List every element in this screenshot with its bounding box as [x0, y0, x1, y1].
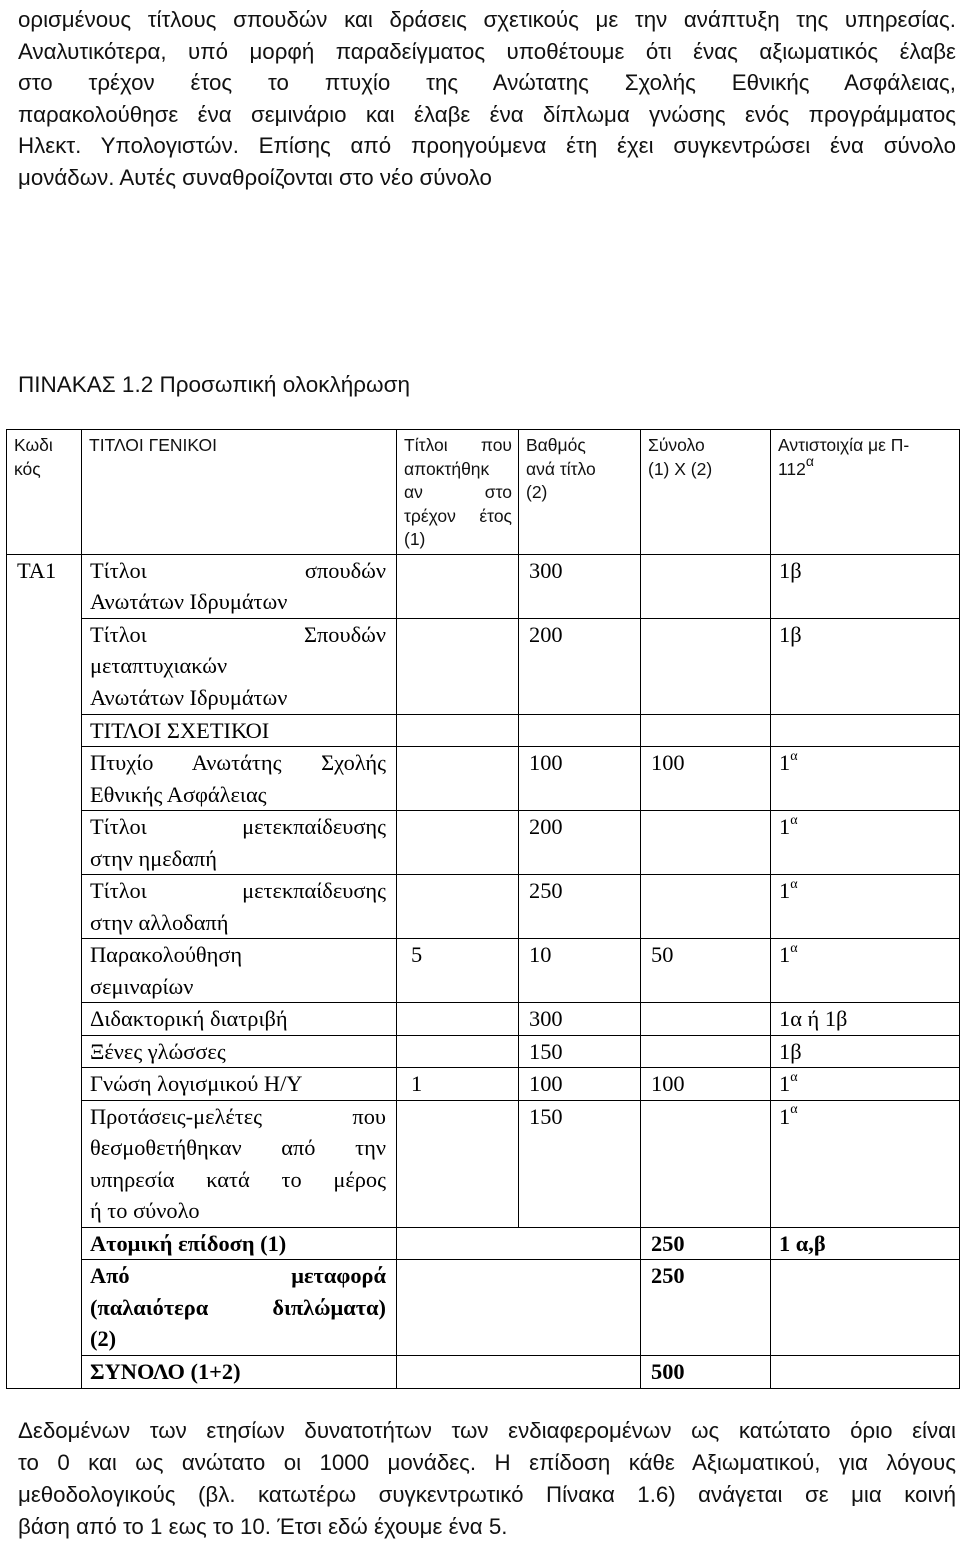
total-cell [641, 811, 771, 875]
grade-cell-value: 100 [529, 1071, 563, 1096]
summary-row [7, 1356, 960, 1389]
title-cell [82, 939, 397, 1003]
personal-completion-table [6, 429, 960, 1389]
title-text [90, 1260, 386, 1355]
title-line: Ατομική επίδοση (1) [90, 1230, 287, 1256]
header-acquired-line: Τίτλοι που [404, 435, 512, 455]
header-titles-label: ΤΙΤΛΟΙ ΓΕΝΙΚΟΙ [89, 435, 218, 455]
acquired-cell [397, 714, 519, 747]
title-cell [82, 1227, 397, 1260]
header-acquired-line: αν στο [404, 482, 512, 502]
grade-cell [519, 554, 641, 618]
mapping-cell-value: 1 [779, 814, 791, 839]
summary-mapping-cell [771, 1356, 960, 1389]
grade-cell [519, 1068, 641, 1101]
grade-cell [519, 747, 641, 811]
acquired-cell-value: 5 [411, 942, 423, 967]
summary-total-cell [641, 1227, 771, 1260]
mapping-cell [771, 1100, 960, 1227]
grade-cell [519, 1100, 641, 1227]
mapping-cell-value: 1 [779, 1071, 791, 1096]
outro-line: το 0 και ως ανώτατο οι 1000 μονάδες. Η επίδοση κάθε Αξιωματικού, για λόγους [18, 1450, 956, 1475]
summary-total-cell-value: 250 [651, 1263, 685, 1288]
title-text [90, 875, 386, 938]
header-mapping-line [778, 452, 953, 482]
outro-line: μεθοδολογικούς (βλ. κατωτέρω συγκεντρωτικό Πίνακα 1.6) ανάγεται σε μια κοινή [18, 1482, 956, 1507]
acquired-cell [397, 1068, 519, 1101]
mapping-cell-value: 1β [779, 557, 802, 583]
acquired-cell [397, 811, 519, 875]
total-cell [641, 618, 771, 714]
title-cell [82, 714, 397, 747]
grade-cell-value: 150 [529, 1038, 563, 1064]
mapping-cell-sup: α [790, 1069, 798, 1085]
title-text [90, 1068, 386, 1100]
intro-line: στο τρέχον έτος το πτυχίο της Ανώτατης Σχολής Εθνικής Ασφάλειας, [18, 70, 956, 95]
title-line: Γνώση λογισμικού Η/Υ [90, 1071, 303, 1096]
grade-cell-value: 100 [529, 750, 563, 775]
header-titles [82, 430, 397, 555]
mapping-cell [771, 747, 960, 811]
table-header-row [7, 430, 960, 555]
title-line: (παλαιότερα διπλώματα) [90, 1294, 386, 1320]
mapping-cell [771, 1068, 960, 1101]
summary-mapping-cell-value: 1 α,β [779, 1230, 826, 1256]
empty-cell [397, 1227, 641, 1260]
intro-line: μονάδων. Αυτές συναθροίζονται στο νέο σύνολο [18, 164, 492, 190]
title-text [90, 747, 386, 810]
header-grade [519, 430, 641, 555]
summary-total-cell [641, 1260, 771, 1356]
title-text [90, 619, 386, 714]
total-cell-value: 100 [651, 750, 685, 775]
mapping-cell-value: 1β [779, 621, 802, 647]
title-cell [82, 554, 397, 618]
total-cell [641, 1003, 771, 1036]
mapping-cell-value: 1 [779, 942, 791, 967]
title-text [90, 1003, 386, 1035]
title-line: ΤΙΤΛΟΙ ΣΧΕΤΙΚΟΙ [90, 717, 270, 743]
title-line: (2) [90, 1326, 117, 1351]
mapping-cell-sup: α [790, 1102, 798, 1118]
table-row [7, 714, 960, 747]
header-mapping-line: Αντιστοιχία με Π- [778, 435, 910, 455]
title-line: θεσμοθετήθηκαν από την [90, 1135, 386, 1160]
grade-cell [519, 875, 641, 939]
title-cell [82, 1035, 397, 1068]
grade-cell [519, 811, 641, 875]
table-row [7, 1068, 960, 1101]
title-text [90, 939, 386, 1002]
empty-cell [397, 1356, 641, 1389]
total-cell [641, 875, 771, 939]
mapping-cell-value: 1 [779, 750, 791, 775]
title-text [90, 811, 386, 874]
header-acquired-line: (1) [404, 529, 426, 549]
header-mapping-sup: α [805, 452, 814, 469]
mapping-cell-sup: α [790, 876, 798, 892]
header-total-line: (1) Χ (2) [648, 458, 713, 479]
header-acquired-line: τρέχον έτος [404, 505, 512, 526]
title-line: ΣΥΝΟΛΟ (1+2) [90, 1359, 241, 1384]
title-line: Εθνικής Ασφάλειας [90, 781, 267, 807]
header-grade-line: ανά τίτλο [526, 458, 596, 479]
title-cell [82, 618, 397, 714]
grade-cell [519, 714, 641, 747]
table-row [7, 875, 960, 939]
outro-paragraph [18, 1415, 956, 1543]
table-row [7, 1100, 960, 1227]
grade-cell-value: 10 [529, 942, 552, 967]
intro-line: Ηλεκτ. Υπολογιστών. Επίσης από προηγούμενα έτη έχει συγκεντρώσει ένα σύνολο [18, 133, 956, 158]
title-line: Τίτλοι μετεκπαίδευσης [90, 814, 386, 839]
title-text [90, 1356, 386, 1388]
mapping-cell-sup: α [790, 940, 798, 956]
total-cell [641, 1068, 771, 1101]
mapping-cell [771, 939, 960, 1003]
summary-total-cell-value: 250 [651, 1230, 685, 1256]
header-total [641, 430, 771, 555]
grade-cell [519, 1035, 641, 1068]
mapping-cell [771, 811, 960, 875]
table-row [7, 747, 960, 811]
summary-row [7, 1260, 960, 1356]
table-row [7, 1003, 960, 1036]
header-total-line: Σύνολο [648, 435, 705, 455]
acquired-cell [397, 554, 519, 618]
summary-mapping-cell [771, 1260, 960, 1356]
table-heading: ΠΙΝΑΚΑΣ 1.2 Προσωπική ολοκλήρωση [18, 372, 410, 397]
title-line: Από μεταφορά [90, 1263, 386, 1288]
total-cell [641, 1100, 771, 1227]
total-cell [641, 714, 771, 747]
table-row [7, 939, 960, 1003]
acquired-cell [397, 875, 519, 939]
intro-line: Αναλυτικότερα, υπό μορφή παραδείγματος υποθέτουμε ότι ένας αξιωματικός έλαβε [18, 38, 956, 64]
grade-cell-value: 200 [529, 814, 563, 839]
grade-cell [519, 939, 641, 1003]
header-code-line: κός [14, 458, 41, 479]
header-code [7, 430, 82, 555]
title-line: Ανωτάτων Ιδρυμάτων [90, 684, 288, 710]
title-text [90, 1036, 386, 1068]
header-mapping [771, 430, 960, 555]
summary-total-cell-value: 500 [651, 1359, 685, 1384]
outro-line: βάση από το 1 εως το 10. Έτσι εδώ έχουμε ένα 5. [18, 1514, 508, 1539]
title-line: Ξένες γλώσσες [90, 1038, 226, 1064]
header-grade-line: (2) [526, 482, 548, 502]
mapping-cell [771, 875, 960, 939]
title-line: ή το σύνολο [90, 1198, 200, 1223]
header-acquired [397, 430, 519, 555]
intro-line: ορισμένους τίτλους σπουδών και δράσεις σχετικούς με την ανάπτυξη της υπηρεσίας. [18, 7, 956, 32]
summary-total-cell [641, 1356, 771, 1389]
title-cell [82, 1260, 397, 1356]
mapping-cell-sup: α [790, 748, 798, 764]
title-line: στην ημεδαπή [90, 845, 217, 871]
mapping-cell-value: 1α ή 1β [779, 1006, 848, 1031]
total-cell [641, 939, 771, 1003]
grade-cell [519, 618, 641, 714]
title-line: Τίτλοι μετεκπαίδευσης [90, 878, 386, 903]
grade-cell-value: 150 [529, 1103, 563, 1129]
acquired-cell [397, 939, 519, 1003]
mapping-cell [771, 1003, 960, 1036]
mapping-cell [771, 554, 960, 618]
table-row [7, 554, 960, 618]
total-cell [641, 1035, 771, 1068]
grade-cell-value: 250 [529, 878, 563, 903]
acquired-cell [397, 1100, 519, 1227]
title-cell [82, 1356, 397, 1389]
title-text [90, 715, 386, 747]
summary-mapping-cell [771, 1227, 960, 1260]
header-grade-line: Βαθμός [526, 435, 586, 455]
summary-row [7, 1227, 960, 1260]
title-cell [82, 1100, 397, 1227]
acquired-cell [397, 747, 519, 811]
table-row [7, 1035, 960, 1068]
header-mapping-code: 112 [778, 458, 806, 479]
acquired-cell [397, 618, 519, 714]
grade-cell-value: 300 [529, 557, 563, 583]
title-line: Τίτλοι σπουδών [90, 557, 386, 583]
header-acquired-line: αποκτήθηκ [404, 458, 490, 479]
grade-cell-value: 300 [529, 1006, 563, 1031]
title-line: σεμιναρίων [90, 973, 194, 999]
acquired-cell [397, 1003, 519, 1036]
mapping-cell-value: 1 [779, 878, 791, 903]
mapping-cell-value: 1β [779, 1038, 802, 1064]
total-cell [641, 554, 771, 618]
title-line: μεταπτυχιακών [90, 653, 228, 678]
table-row [7, 811, 960, 875]
grade-cell-value: 200 [529, 621, 563, 647]
title-text [90, 555, 386, 618]
title-cell [82, 1003, 397, 1036]
code-cell [7, 554, 82, 1388]
title-cell [82, 747, 397, 811]
code-label: ΤΑ1 [17, 557, 57, 583]
mapping-cell [771, 1035, 960, 1068]
title-line: Προτάσεις-μελέτες που [90, 1103, 386, 1129]
grade-cell [519, 1003, 641, 1036]
title-line: στην αλλοδαπή [90, 909, 229, 935]
title-line: Ανωτάτων Ιδρυμάτων [90, 589, 288, 614]
title-cell [82, 1068, 397, 1101]
mapping-cell-value: 1 [779, 1103, 791, 1129]
mapping-cell [771, 714, 960, 747]
total-cell [641, 747, 771, 811]
empty-cell [397, 1260, 641, 1356]
intro-paragraph [18, 4, 956, 193]
title-cell [82, 811, 397, 875]
total-cell-value: 100 [651, 1071, 685, 1096]
title-line: Διδακτορική διατριβή [90, 1006, 288, 1031]
outro-line: Δεδομένων των ετησίων δυνατοτήτων των ενδιαφερομένων ως κατώτατο όριο είναι [18, 1418, 956, 1443]
title-line: Παρακολούθηση [90, 942, 243, 967]
mapping-cell-sup: α [790, 812, 798, 828]
header-code-line: Κωδι [14, 435, 53, 455]
acquired-cell [397, 1035, 519, 1068]
title-cell [82, 875, 397, 939]
table-row [7, 618, 960, 714]
title-line: Τίτλοι Σπουδών [90, 621, 386, 647]
mapping-cell [771, 618, 960, 714]
intro-line: παρακολούθησε ένα σεμινάριο και έλαβε ένα δίπλωμα γνώσης ενός προγράμματος [18, 101, 956, 127]
title-text [90, 1228, 386, 1260]
title-line: υπηρεσία κατά το μέρος [90, 1166, 386, 1192]
title-text [90, 1101, 386, 1227]
title-line: Πτυχίο Ανωτάτης Σχολής [90, 750, 386, 775]
total-cell-value: 50 [651, 942, 674, 967]
acquired-cell-value: 1 [411, 1071, 423, 1096]
